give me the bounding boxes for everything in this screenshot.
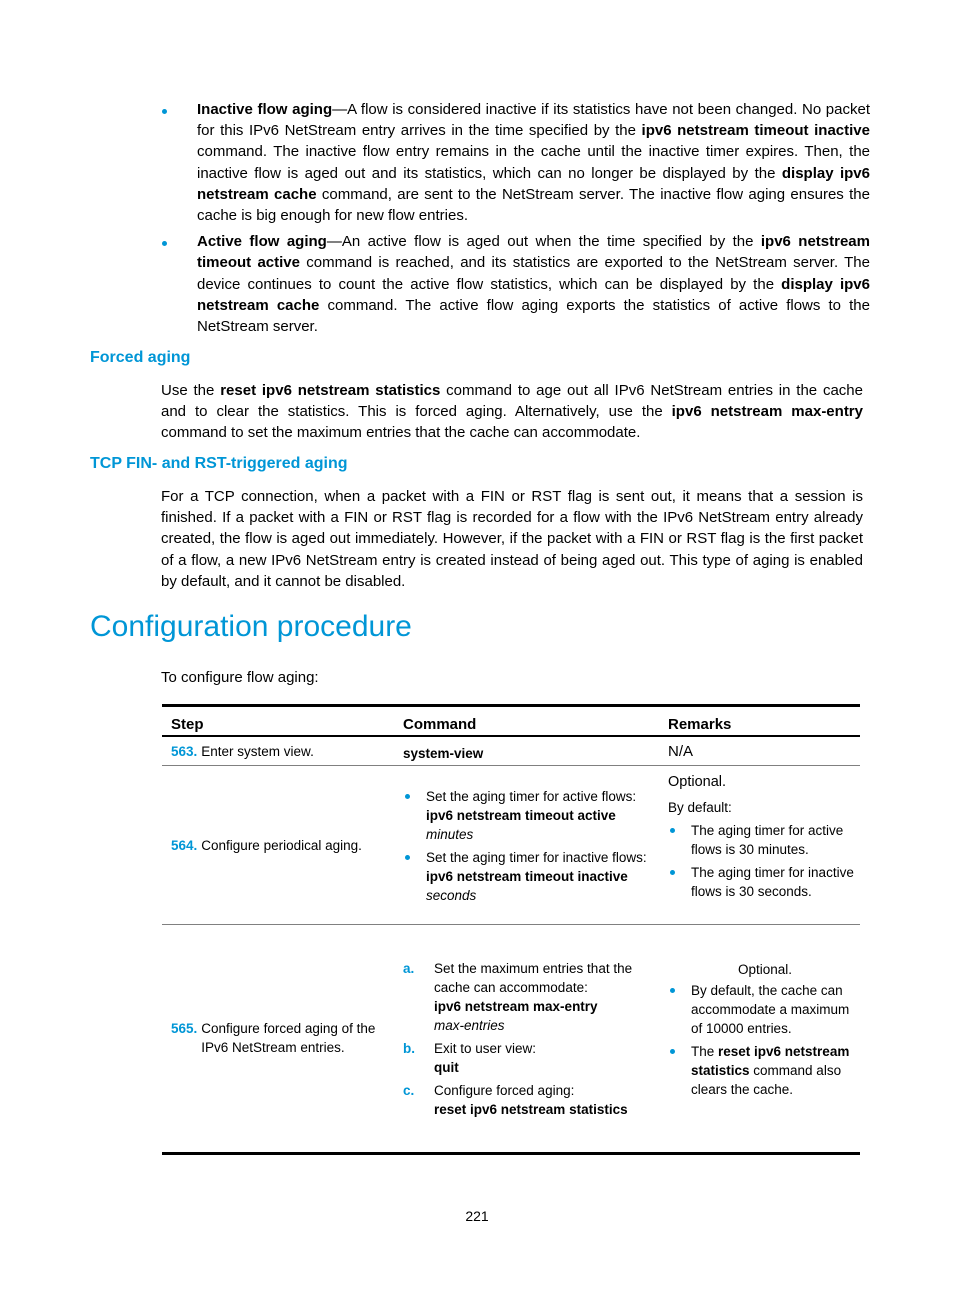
bullet-icon <box>405 794 410 799</box>
forced-aging-paragraph: Use the reset ipv6 netstream statistics command to age out all IPv6 NetStream entries in the cache and to clear the statistics. This is forced aging. Alternatively, use the ipv6 netstream max-entry command to set the maximum entries that the cache can accommodate. <box>161 382 863 442</box>
bullet-icon <box>670 870 675 875</box>
command-cell <box>403 787 653 909</box>
remarks-cell: Optional. By default: The aging timer for active flows is 30 minutes. The aging timer for inactive flows is 30 seconds. <box>668 773 856 905</box>
remarks-cell: N/A <box>668 743 694 760</box>
step-cell <box>171 1019 396 1057</box>
bullet-icon <box>162 241 167 246</box>
header-remarks: Remarks <box>668 716 732 733</box>
table-row <box>162 737 860 766</box>
list-item: a. Set the maximum entries that the cache can accommodate: ipv6 netstream max-entry max-entries <box>403 961 633 1033</box>
aging-bullet-list <box>160 99 870 342</box>
step-text: Enter system view. <box>201 744 314 759</box>
step-cell <box>171 742 396 761</box>
list-item: The aging timer for active flows is 30 minutes. <box>668 821 856 859</box>
step-number: 564. <box>171 838 198 853</box>
config-table <box>162 704 860 1155</box>
list-item: The reset ipv6 netstream statistics command also clears the cache. <box>668 1042 856 1099</box>
remarks-cell: Optional. By default, the cache can accommodate a maximum of 10000 entries. The reset ipv6 netstream statistics command also clears the cache. <box>668 960 856 1103</box>
list-item: Set the aging timer for inactive flows: ipv6 netstream timeout inactive seconds <box>403 848 653 905</box>
bullet-icon <box>670 988 675 993</box>
list-item: c. Configure forced aging: reset ipv6 netstream statistics <box>403 1083 628 1117</box>
tcp-aging-paragraph: For a TCP connection, when a packet with a FIN or RST flag is sent out, it means that a session is finished. If a packet with a FIN or RST flag is recorded for a flow with the IPv6 NetStream entry already created, the flow is aged out immediately. However, if the packet with a FIN or RST flag is the first packet of a flow, a new IPv6 NetStream entry is created instead of being aged out. This type of aging is enabled by default, and it cannot be disabled. <box>161 488 863 590</box>
tcp-aging-heading: TCP FIN- and RST-triggered aging <box>90 455 348 472</box>
table-row <box>162 766 860 925</box>
header-command: Command <box>403 716 477 733</box>
section-title: Configuration procedure <box>90 610 412 643</box>
bullet-icon <box>670 1049 675 1054</box>
command-text: system-view <box>403 746 484 761</box>
list-item: Inactive flow aging—A flow is considered inactive if its statistics have not been changed. No packet for this IPv6 NetStream entry arrives in the time specified by the ipv6 netstream timeout inactive command. The inactive flow entry remains in the cache until the inactive timer expires. Then, the inactive flow is aged out and its statistics, which can no longer be displayed by the display ipv6 netstream cache command, are sent to the NetStream server. The inactive flow aging ensures the cache is big enough for new flow entries. <box>160 99 870 226</box>
bullet-icon <box>405 855 410 860</box>
step-cell <box>171 836 396 855</box>
bullet-icon <box>670 828 675 833</box>
page-number: 221 <box>465 1208 489 1224</box>
list-item: By default, the cache can accommodate a maximum of 10000 entries. <box>668 981 856 1038</box>
intro-text: To configure flow aging: <box>161 669 319 686</box>
list-item: Set the aging timer for active flows: ipv6 netstream timeout active minutes <box>403 787 653 844</box>
table-row <box>162 925 860 1152</box>
step-text: Configure forced aging of the IPv6 NetStream entries. <box>201 1021 376 1055</box>
table-header <box>162 707 860 737</box>
command-cell <box>403 744 653 763</box>
list-item: Active flow aging—An active flow is aged out when the time specified by the ipv6 netstream timeout active command is reached, and its statistics are exported to the NetStream server. The device continues to count the active flow statistics, which can be displayed by the display ipv6 netstream cache command. The active flow aging exports the statistics of active flows to the NetStream server. <box>160 231 870 337</box>
command-cell <box>403 959 653 1123</box>
list-item: b. Exit to user view: quit <box>403 1041 537 1075</box>
bullet-icon <box>162 109 167 114</box>
step-number: 565. <box>171 1021 198 1036</box>
step-text: Configure periodical aging. <box>201 838 362 853</box>
header-step: Step <box>171 716 204 733</box>
step-number: 563. <box>171 744 198 759</box>
list-item: The aging timer for inactive flows is 30 seconds. <box>668 863 856 901</box>
forced-aging-heading: Forced aging <box>90 349 191 366</box>
